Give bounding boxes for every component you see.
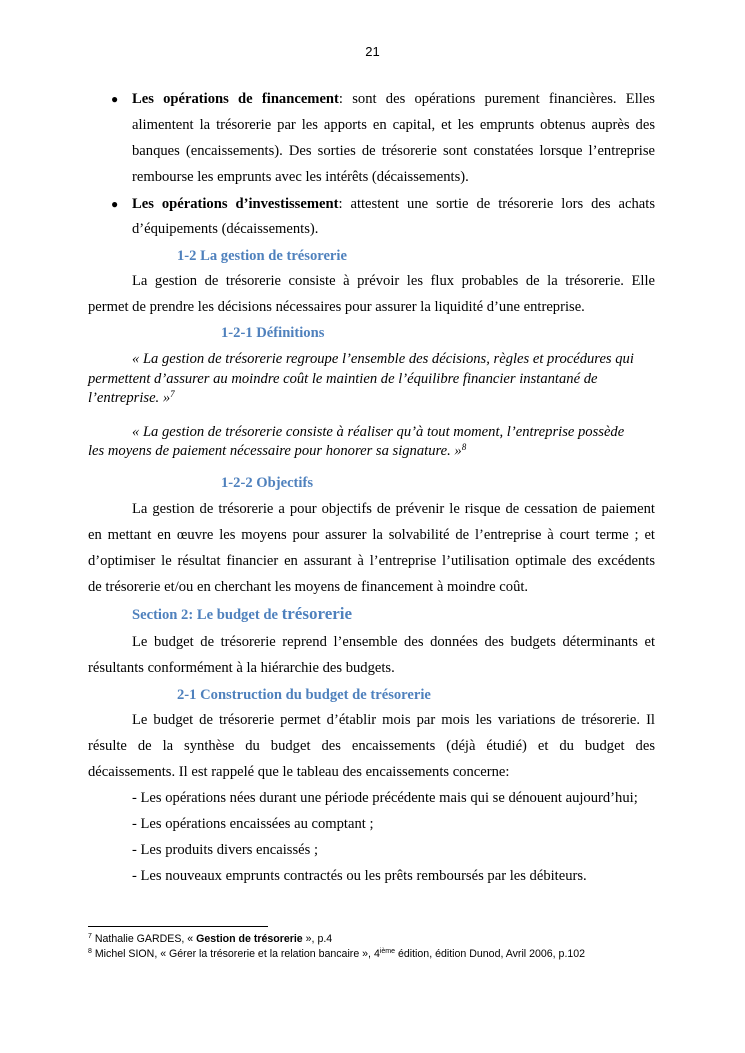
- construction-line2: résulte de la synthèse du budget des encaissements (déjà étudié) et du budget des: [88, 738, 655, 754]
- section2-line1: Le budget de trésorerie reprend l’ensemble des données des budgets déterminants et: [132, 634, 655, 650]
- bullet-financement-line1: Les opérations de financement: sont des opérations purement financières. Elles: [132, 91, 655, 107]
- heading-2-1: 2-1 Construction du budget de trésorerie: [177, 687, 431, 703]
- footnote-separator: [88, 926, 268, 927]
- quote1-line1: « La gestion de trésorerie regroupe l’ensemble des décisions, règles et procédures qui: [132, 351, 634, 367]
- paragraph-1-2-line1: La gestion de trésorerie consiste à prévoir les flux probables de la trésorerie. Elle: [132, 273, 655, 289]
- list-item: - Les opérations encaissées au comptant ;: [132, 816, 374, 832]
- footnote-ref-8: 8: [461, 442, 467, 452]
- section2-line2: résultants conformément à la hiérarchie des budgets.: [88, 660, 395, 676]
- bullet-icon: ●: [111, 92, 119, 106]
- footnote-ref-7: 7: [170, 389, 175, 399]
- bullet-financement-line3: banques (encaissements). Des sorties de trésorerie sont constatées lorsque l’entreprise: [132, 143, 655, 159]
- objectifs-line2: en mettant en œuvre les moyens pour assurer la solvabilité de l’entreprise à court terme ; et: [88, 527, 655, 543]
- objectifs-line4: de trésorerie et/ou en cherchant les moyens de financement à moindre coût.: [88, 579, 529, 595]
- construction-line1: Le budget de trésorerie permet d’établir mois par mois les variations de trésorerie. Il: [132, 712, 655, 728]
- section-2-heading: Section 2: Le budget de trésorerie: [132, 604, 353, 623]
- bullet-financement-line4: rembourse les emprunts avec les intérêts (décaissements).: [132, 169, 469, 185]
- bullet-icon: ●: [111, 197, 119, 211]
- list-item: - Les opérations nées durant une période précédente mais qui se dénouent aujourd’hui;: [132, 790, 638, 806]
- bullet-term: Les opérations d’investissement: [132, 196, 339, 212]
- quote1-line3: l’entreprise. »$^7$: [88, 389, 175, 406]
- list-item: - Les produits divers encaissés ;: [132, 842, 319, 858]
- bullet-investissement-line1: Les opérations d’investissement: attestent une sortie de trésorerie lors des achats: [132, 196, 655, 212]
- paragraph-1-2-line2: permet de prendre les décisions nécessaires pour assurer la liquidité d’une entreprise.: [88, 299, 585, 315]
- heading-1-2-2: 1-2-2 Objectifs: [221, 475, 313, 491]
- footnote-7: $^7$ Nathalie GARDES, « Gestion de trésorerie », p.4: [88, 933, 333, 945]
- bullet-financement-line2: alimentent la trésorerie par les apports en capital, et les emprunts obtenus auprès des: [132, 117, 655, 133]
- construction-line3: décaissements. Il est rappelé que le tableau des encaissements concerne:: [88, 764, 510, 780]
- page-number: 21: [365, 44, 380, 59]
- bullet-investissement-line2: d’équipements (décaissements).: [132, 221, 319, 237]
- heading-1-2-1: 1-2-1 Définitions: [221, 325, 325, 341]
- quote1-line2: permettent d’assurer au moindre coût le maintien de l’équilibre financier instantané de: [88, 371, 598, 387]
- heading-1-2: 1-2 La gestion de trésorerie: [177, 248, 347, 264]
- footnote-8: $^8$ Michel SION, « Gérer la trésorerie et la relation bancaire », 4ième édition, édition Dunod, Avril 2006, p.102: [88, 948, 586, 960]
- quote2-line2: les moyens de paiement nécessaire pour honorer sa signature. »$^8$: [88, 442, 467, 459]
- quote2-line1: « La gestion de trésorerie consiste à réaliser qu’à tout moment, l’entreprise possède: [132, 424, 625, 440]
- bullet-term: Les opérations de financement: [132, 91, 339, 107]
- objectifs-line3: d’optimiser le résultat financier en assurant à l’entreprise l’utilisation optimale des excédents: [88, 553, 655, 569]
- list-item: - Les nouveaux emprunts contractés ou les prêts remboursés par les débiteurs.: [132, 868, 587, 884]
- objectifs-line1: La gestion de trésorerie a pour objectifs de prévenir le risque de cessation de paiement: [132, 501, 655, 517]
